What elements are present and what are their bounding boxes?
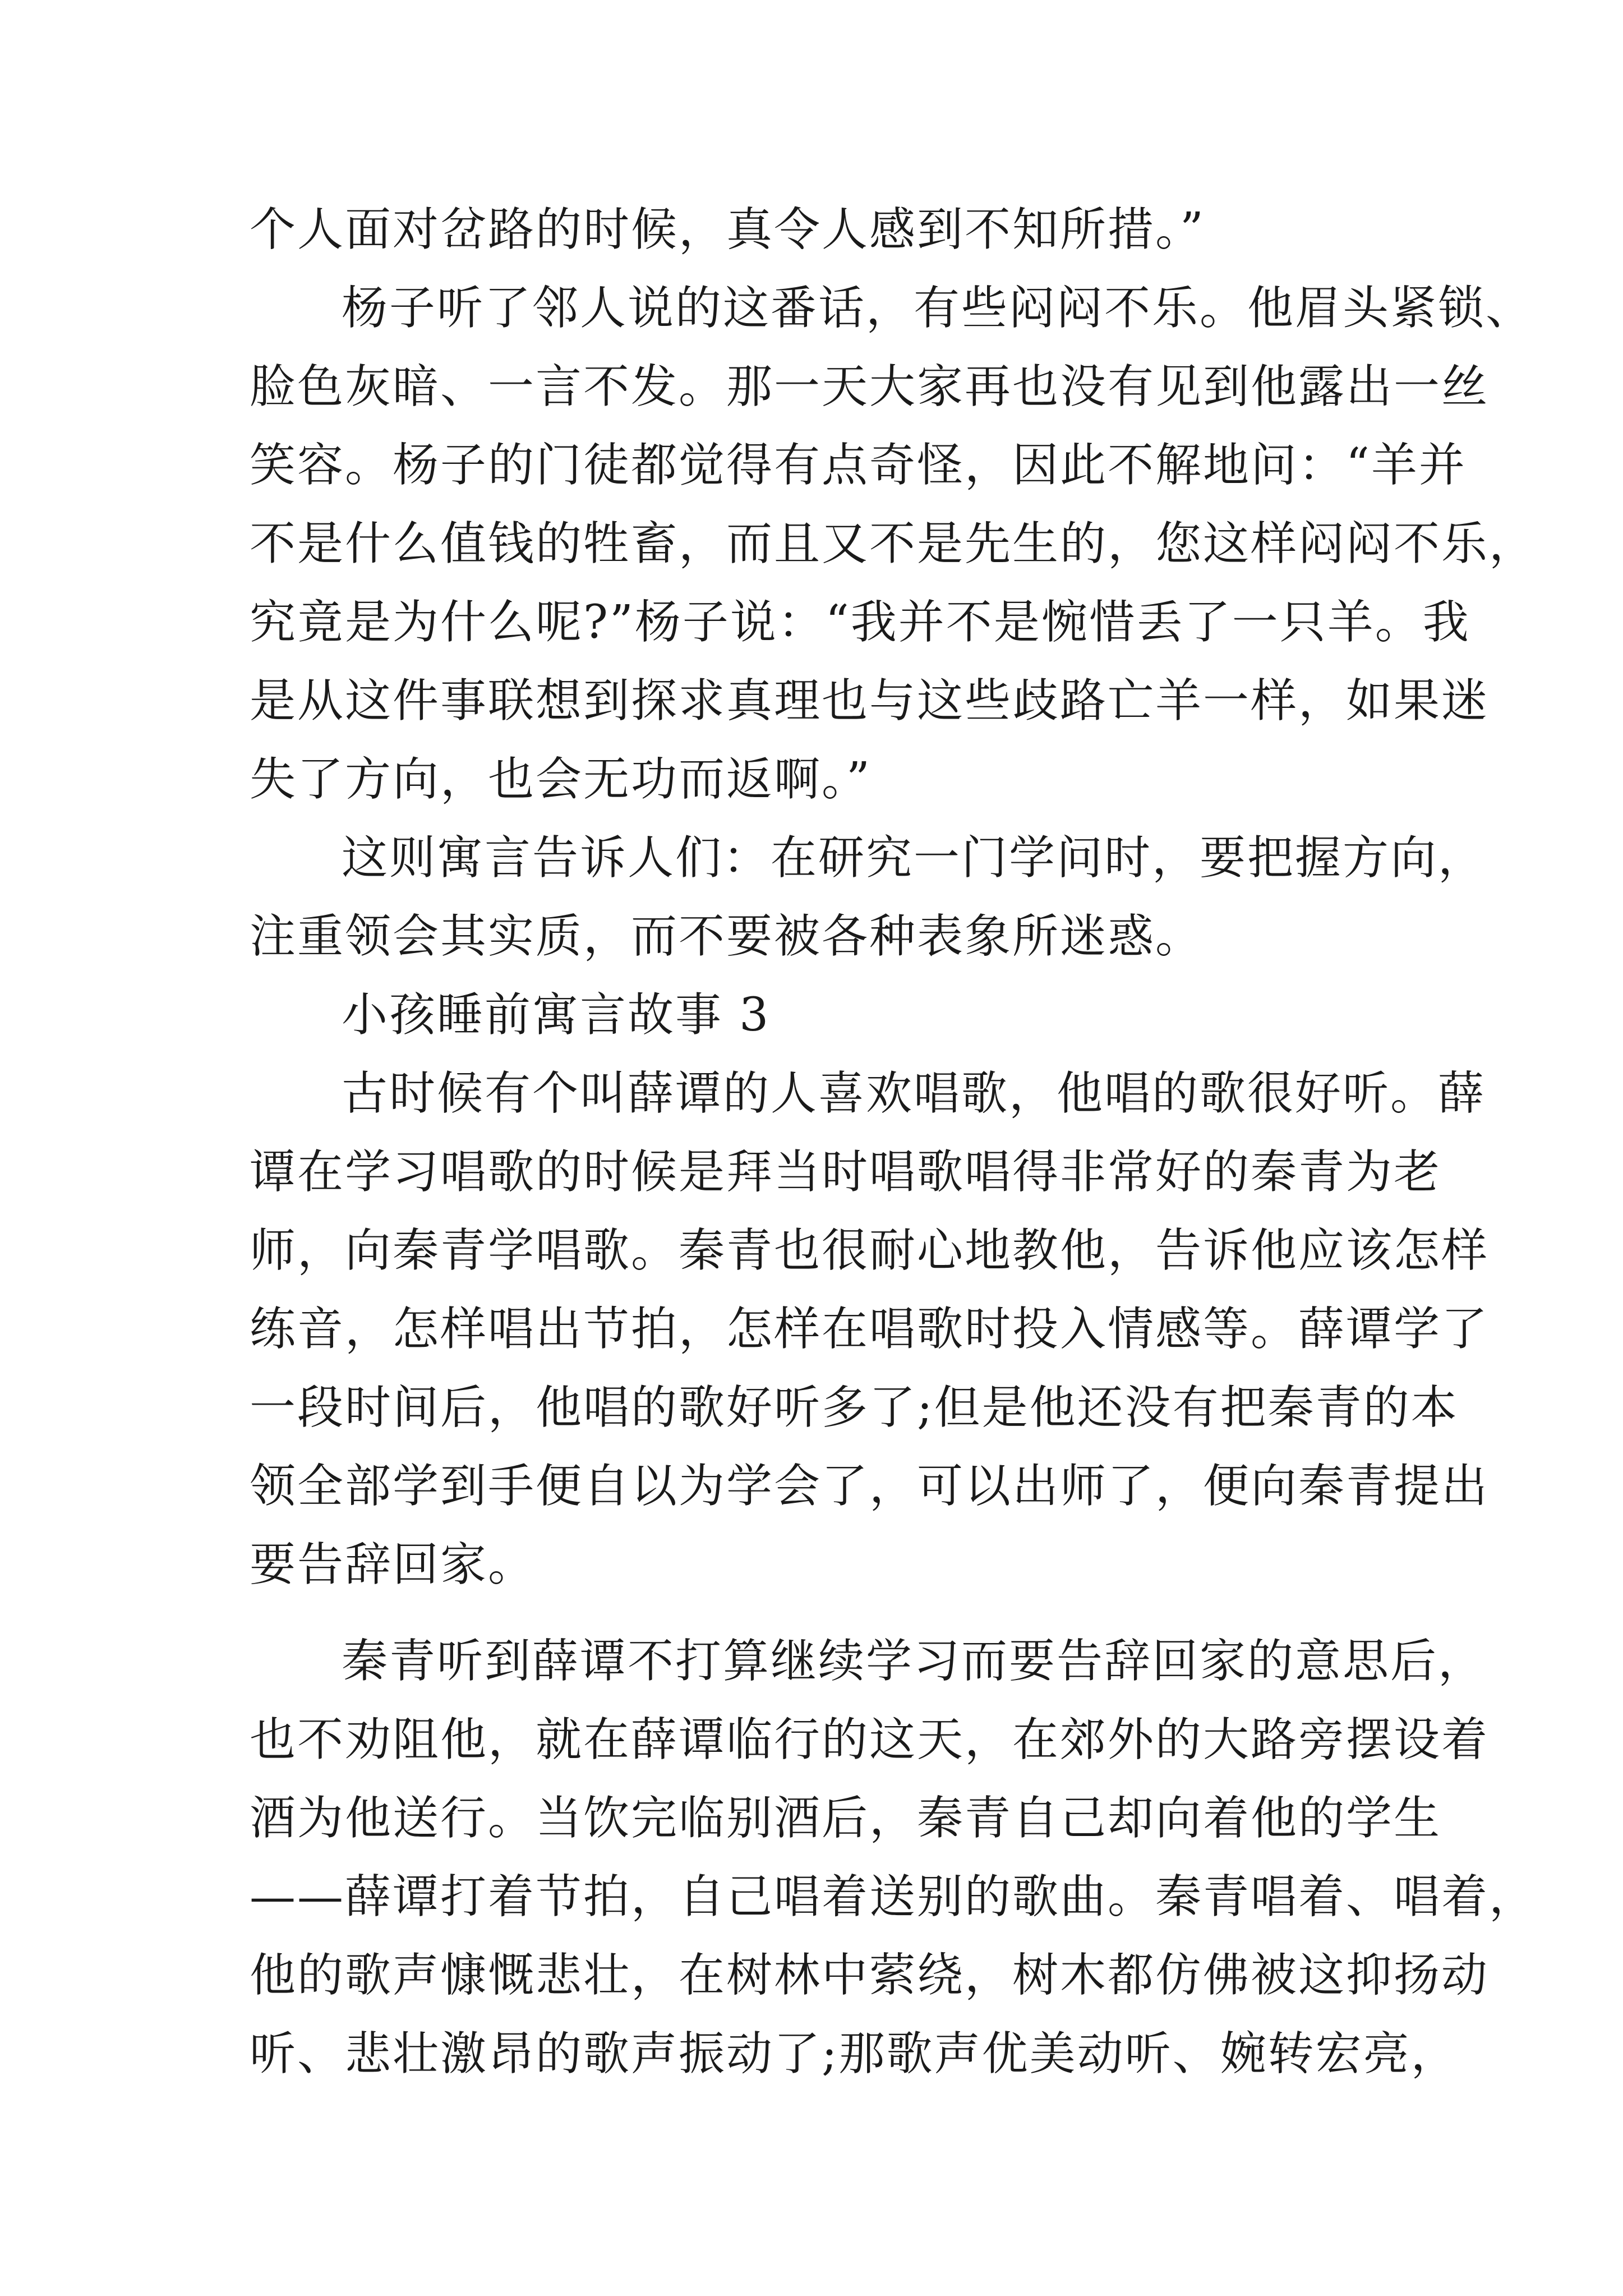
body-text [250,191,1537,2093]
text-line: 他的歌声慷慨悲壮，在树林中萦绕，树木都仿佛被这抑扬动 [250,1949,1490,2002]
text-line: 究竟是为什么呢?”杨子说：“我并不是惋惜丢了一只羊。我 [250,596,1470,649]
text-line: 谭在学习唱歌的时候是拜当时唱歌唱得非常好的秦青为老 [250,1145,1442,1199]
text-line: 也不劝阻他，就在薛谭临行的这天，在郊外的大路旁摆设着 [250,1713,1490,1766]
text-line: ——薛谭打着节拍，自己唱着送别的歌曲。秦青唱着、唱着， [250,1870,1537,1924]
text-line: 脸色灰暗、一言不发。那一天大家再也没有见到他露出一丝 [250,360,1490,413]
paragraph-start-line: 秦青听到薛谭不打算继续学习而要告辞回家的意思后， [342,1635,1486,1688]
text-line: 师，向秦青学唱歌。秦青也很耐心地教他，告诉他应该怎样 [250,1224,1490,1277]
text-line: 领全部学到手便自以为学会了，可以出师了，便向秦青提出 [250,1460,1490,1513]
paragraph-start-line: 古时候有个叫薛谭的人喜欢唱歌，他唱的歌很好听。薛 [342,1067,1486,1120]
text-line: 是从这件事联想到探求真理也与这些歧路亡羊一样，如果迷 [250,674,1490,728]
section-heading: 小孩睡前寓言故事 3 [342,988,771,1042]
text-line: 不是什么值钱的牲畜，而且又不是先生的，您这样闷闷不乐， [250,517,1537,570]
text-line: 练音，怎样唱出节拍，怎样在唱歌时投入情感等。薛谭学了 [250,1303,1490,1356]
text-line: 要告辞回家。 [250,1538,536,1591]
text-line: 注重领会其实质，而不要被各种表象所迷惑。 [250,910,1204,963]
paragraph-start-line: 杨子听了邻人说的这番话，有些闷闷不乐。他眉头紧锁、 [342,282,1534,335]
paragraph-start-line: 这则寓言告诉人们：在研究一门学问时，要把握方向， [342,831,1486,885]
text-line: 一段时间后，他唱的歌好听多了;但是他还没有把秦青的本 [250,1381,1459,1434]
text-line: 失了方向，也会无功而返啊。” [250,753,872,806]
text-line: 个人面对岔路的时候，真令人感到不知所措。” [250,203,1205,256]
text-line: 笑容。杨子的门徒都觉得有点奇怪，因此不解地问：“羊并 [250,439,1467,492]
text-line: 听、悲壮激昂的歌声振动了;那歌声优美动听、婉转宏亮， [250,2027,1459,2081]
text-line: 酒为他送行。当饮完临别酒后，秦青自己却向着他的学生 [250,1792,1442,1845]
